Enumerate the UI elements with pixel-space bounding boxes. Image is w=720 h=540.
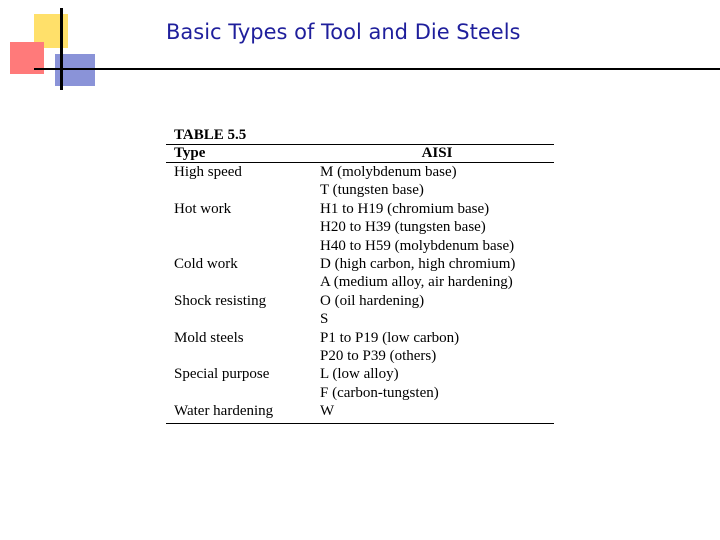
table-row [166,181,554,199]
table-row [166,237,554,255]
type-cell [166,384,320,402]
type-cell: Water hardening [166,402,320,423]
table-row [166,402,554,423]
type-cell [166,310,320,328]
title-underline-rule [34,68,720,70]
steel-types-table-block [166,126,554,424]
type-cell: Hot work [174,200,232,217]
table-row [166,163,554,182]
type-cell [166,237,320,255]
table-row [166,273,554,291]
aisi-cell: M (molybdenum base) [320,164,457,180]
aisi-cell: H40 to H59 (molybdenum base) [320,237,515,254]
aisi-cell: W [320,402,554,423]
table-row [166,347,554,365]
type-cell [166,218,320,236]
table-row [166,255,554,273]
aisi-cell: P20 to P39 (others) [320,348,437,365]
aisi-cell: S [320,311,329,328]
type-cell [166,273,320,291]
slide-title: Basic Types of Tool and Die Steels [166,20,521,44]
column-header-type: Type [166,145,320,163]
table-header-row [166,145,554,163]
aisi-cell: F (carbon-tungsten) [320,384,439,401]
steel-types-table [166,144,554,424]
aisi-cell: T (tungsten base) [320,182,424,199]
table-row [166,365,554,383]
aisi-cell: A (medium alloy, air hardening) [320,274,513,291]
table-row [166,200,554,218]
table-row [166,310,554,328]
type-cell: Mold steels [174,329,244,346]
aisi-cell: P1 to P19 (low carbon) [320,329,460,346]
table-caption: TABLE 5.5 [174,127,247,143]
table-row [166,218,554,236]
aisi-cell: L (low alloy) [320,366,399,383]
type-cell: Cold work [174,256,238,273]
type-cell: Shock resisting [174,292,267,309]
table-row [166,384,554,402]
aisi-cell: D (high carbon, high chromium) [320,256,516,273]
type-cell [166,181,320,199]
type-cell [166,347,320,365]
decor-vertical-rule [60,8,63,90]
aisi-cell: O (oil hardening) [320,292,425,309]
type-cell: High speed [174,164,242,180]
type-cell: Special purpose [174,366,270,383]
column-header-aisi: AISI [320,145,554,163]
table-row [166,329,554,347]
aisi-cell: H20 to H39 (tungsten base) [320,219,486,236]
aisi-cell: H1 to H19 (chromium base) [320,200,490,217]
table-row [166,292,554,310]
